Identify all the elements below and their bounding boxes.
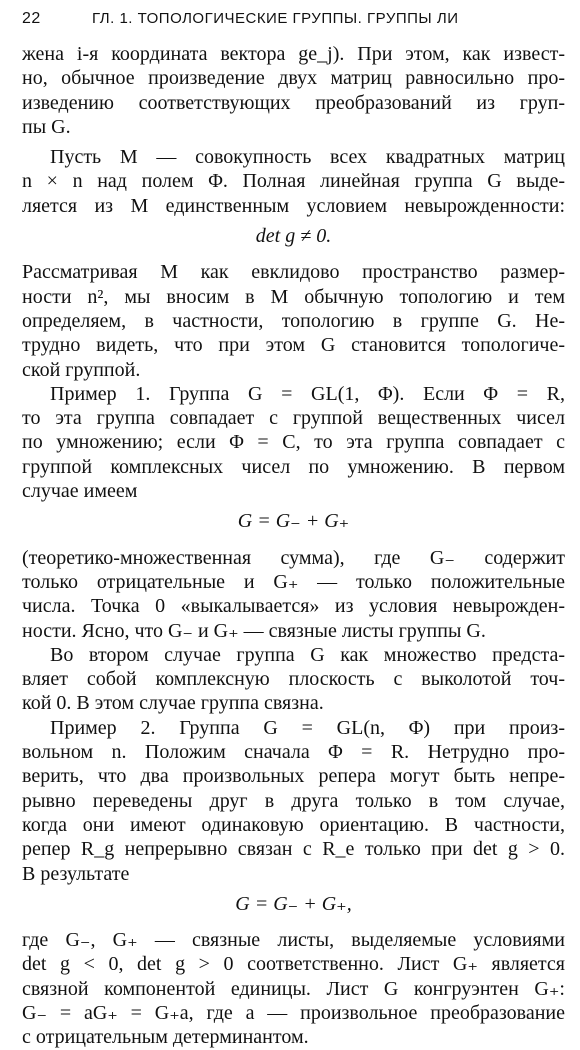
text-line: репер R_g непрерывно связан с R_e только при det g > 0. — [22, 838, 565, 861]
text-line: жена i-я координата вектора ge_j). При этом, как извест- — [22, 43, 565, 65]
page-header — [22, 10, 558, 34]
text-line: Пример 2. Группа G = GL(n, Φ) при произ- — [50, 716, 565, 739]
text-line: Во втором случае группа G как множество предста- — [50, 643, 565, 666]
page-body — [22, 42, 565, 1050]
text-line: но, обычное произведение двух матриц равносильно про- — [22, 67, 565, 90]
text-line: Рассматривая M как евклидово пространство размер- — [22, 261, 565, 284]
text-line: пы G. — [22, 115, 71, 138]
text-line: n × n над полем Φ. Полная линейная группа G выде- — [22, 170, 565, 193]
display-formula: G = G₋ + G₊ — [237, 510, 350, 533]
text-line: трудно видеть, что при этом G становится топологиче- — [22, 334, 565, 357]
text-line: вольном n. Положим сначала Φ = R. Нетрудно про- — [22, 741, 565, 764]
page-number: 22 — [22, 10, 41, 27]
text-line: по умножению; если Φ = C, то эта группа совпадает с — [22, 431, 565, 454]
text-line: В результате — [22, 862, 130, 885]
text-line: числа. Точка 0 «выкалывается» из условия невырожден- — [22, 595, 565, 618]
text-line: ляется из M единственным условием невырожденности: — [22, 194, 565, 217]
text-line: (теоретико-множественная сумма), где G₋ содержит — [22, 546, 565, 569]
text-line: то эта группа совпадает с группой вещественных чисел — [22, 407, 565, 430]
text-line: группой комплексных чисел по умножению. В первом — [22, 455, 565, 478]
text-line: вляет собой комплексную плоскость с выколотой точ- — [22, 668, 565, 691]
text-line: G₋ = aG₊ = G₊a, где a — произвольное преобразование — [22, 1001, 565, 1024]
text-line: det g < 0, det g > 0 соответственно. Лист G₊ является — [22, 953, 565, 976]
text-line: верить, что два произвольных репера могут быть непре- — [22, 765, 565, 788]
text-line: с отрицательным детерминантом. — [22, 1026, 309, 1049]
text-line: случае имеем — [22, 480, 138, 503]
text-line: изведению соответствующих преобразований из груп- — [22, 91, 565, 114]
text-line: определяем, в частности, топологию в группе G. Не- — [22, 309, 565, 332]
text-line: связной компонентой единицы. Лист G конгруэнтен G₊: — [22, 977, 565, 1000]
display-formula: det g ≠ 0. — [255, 225, 332, 248]
text-line: только отрицательные и G₊ — только положительные — [22, 570, 565, 593]
text-line: Пример 1. Группа G = GL(1, Φ). Если Φ = R, — [50, 382, 565, 405]
display-formula: G = G₋ + G₊, — [235, 892, 352, 915]
text-line: когда они имеют одинаковую ориентацию. В частности, — [22, 813, 565, 836]
text-line: ности. Ясно, что G₋ и G₊ — связные листы группы G. — [22, 619, 486, 642]
text-line: Пусть M — совокупность всех квадратных матриц — [50, 146, 565, 169]
text-line: где G₋, G₊ — связные листы, выделяемые условиями — [22, 929, 565, 952]
text-line: ности n², мы вносим в M обычную топологию и тем — [22, 285, 565, 308]
running-title: ГЛ. 1. ТОПОЛОГИЧЕСКИЕ ГРУППЫ. ГРУППЫ ЛИ — [92, 10, 459, 27]
text-line: рывно переведены друг в друга только в том случае, — [22, 789, 565, 812]
text-line: ской группой. — [22, 358, 141, 381]
text-line: кой 0. В этом случае группа связна. — [22, 692, 324, 715]
